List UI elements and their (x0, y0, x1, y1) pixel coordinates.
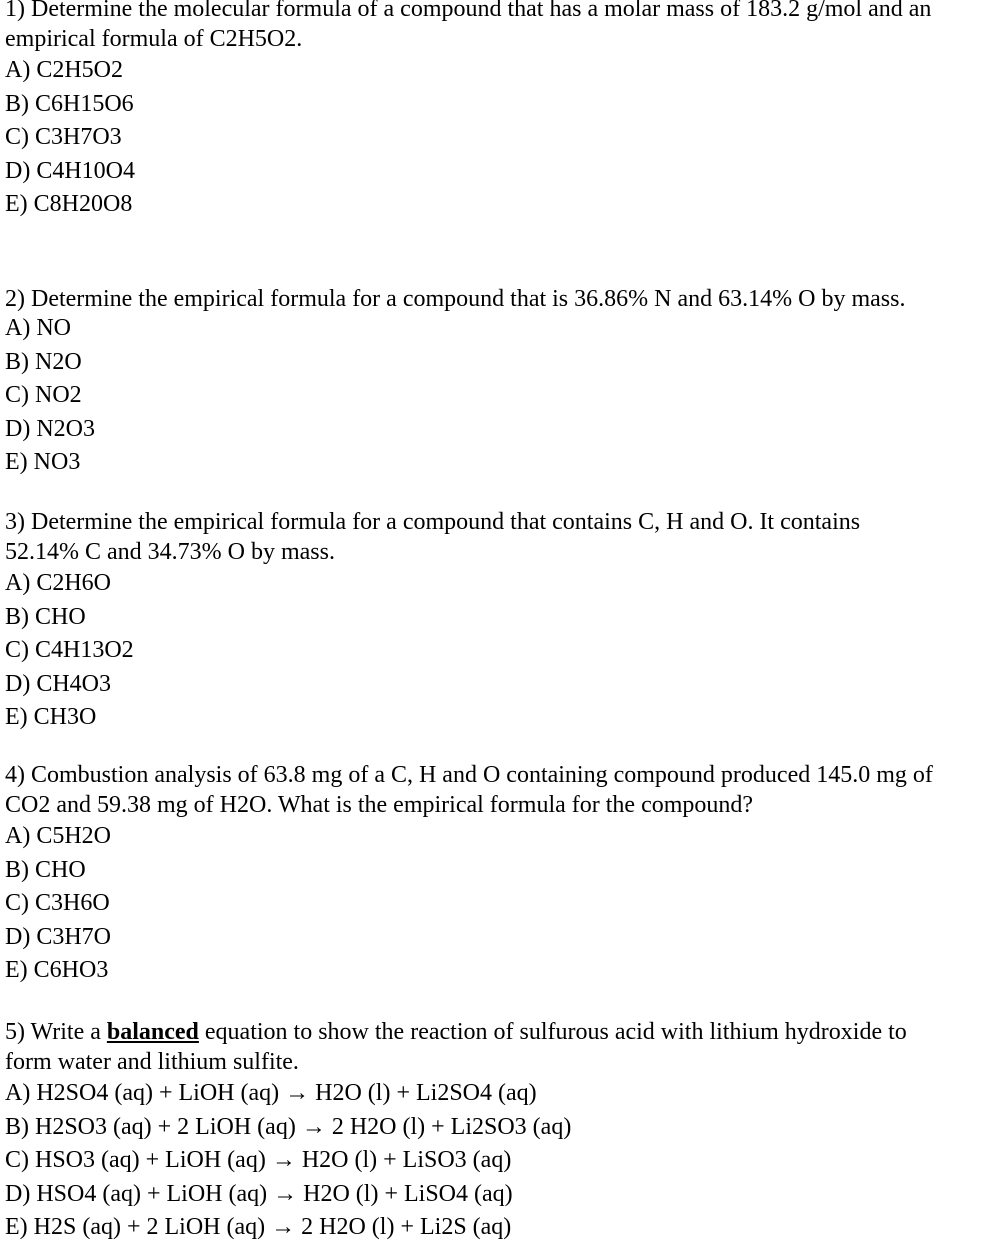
choice-c: C) C3H6O (5, 890, 110, 916)
question-5 (5, 1017, 982, 1245)
answer-choices (5, 820, 982, 988)
question-stem (5, 760, 982, 820)
stem-line (5, 1017, 982, 1047)
stem-prefix: 5) Write a (5, 1019, 107, 1045)
choice-a: A) C2H5O2 (5, 57, 123, 83)
stem-line: 4) Combustion analysis of 63.8 mg of a C, H and O containing compound produced 145.0 mg of (5, 762, 933, 788)
answer-choices (5, 312, 982, 480)
stem-line: 52.14% C and 34.73% O by mass. (5, 539, 335, 565)
choice-c: C) C4H13O2 (5, 637, 134, 663)
choice-b: B) CHO (5, 856, 86, 883)
question-stem (5, 507, 982, 567)
answer-choices (5, 1077, 982, 1245)
choice-e: E) H2S (aq) + 2 LiOH (aq) → 2 H2O (l) + Li2S (aq) (5, 1214, 512, 1241)
choice-a: A) NO (5, 315, 71, 341)
stem-line: CO2 and 59.38 mg of H2O. What is the empirical formula for the compound? (5, 792, 754, 818)
stem-emphasis-balanced: balanced (106, 1019, 199, 1045)
choice-d: D) CH4O3 (5, 670, 111, 697)
choice-b: B) C6H15O6 (5, 90, 134, 117)
question-stem (5, 284, 982, 314)
choice-e: E) C6HO3 (5, 957, 109, 983)
question-3 (5, 507, 982, 735)
stem-line: 3) Determine the empirical formula for a compound that contains C, H and O. It contains (5, 509, 861, 535)
stem-line: form water and lithium sulfite. (5, 1049, 299, 1075)
choice-d: D) N2O3 (5, 415, 95, 442)
answer-choices (5, 54, 982, 222)
choice-a: A) C5H2O (5, 823, 111, 849)
stem-suffix: equation to show the reaction of sulfurous acid with lithium hydroxide to (198, 1019, 907, 1045)
stem-line: 2) Determine the empirical formula for a compound that is 36.86% N and 63.14% O by mass. (5, 286, 906, 312)
choice-c: C) NO2 (5, 382, 82, 408)
question-1 (5, 0, 982, 222)
stem-line: empirical formula of C2H5O2. (5, 26, 303, 52)
stem-line: 1) Determine the molecular formula of a compound that has a molar mass of 183.2 g/mol and an (5, 0, 932, 22)
choice-c: C) C3H7O3 (5, 124, 122, 150)
choice-d: D) C4H10O4 (5, 157, 135, 184)
answer-choices (5, 567, 982, 735)
question-4 (5, 760, 982, 988)
choice-e: E) CH3O (5, 704, 97, 730)
question-stem (5, 1017, 982, 1077)
choice-a: A) C2H6O (5, 570, 111, 596)
question-stem (5, 0, 982, 54)
choice-d: D) HSO4 (aq) + LiOH (aq) → H2O (l) + LiSO4 (aq) (5, 1180, 513, 1207)
choice-b: B) CHO (5, 603, 86, 630)
choice-c: C) HSO3 (aq) + LiOH (aq) → H2O (l) + LiSO3 (aq) (5, 1147, 512, 1174)
choice-e: E) C8H20O8 (5, 191, 133, 217)
choice-d: D) C3H7O (5, 923, 111, 950)
question-2 (5, 284, 982, 480)
choice-b: B) H2SO3 (aq) + 2 LiOH (aq) → 2 H2O (l) + Li2SO3 (aq) (5, 1113, 572, 1140)
choice-b: B) N2O (5, 348, 82, 375)
choice-e: E) NO3 (5, 449, 81, 475)
choice-a: A) H2SO4 (aq) + LiOH (aq) → H2O (l) + Li2SO4 (aq) (5, 1080, 537, 1106)
